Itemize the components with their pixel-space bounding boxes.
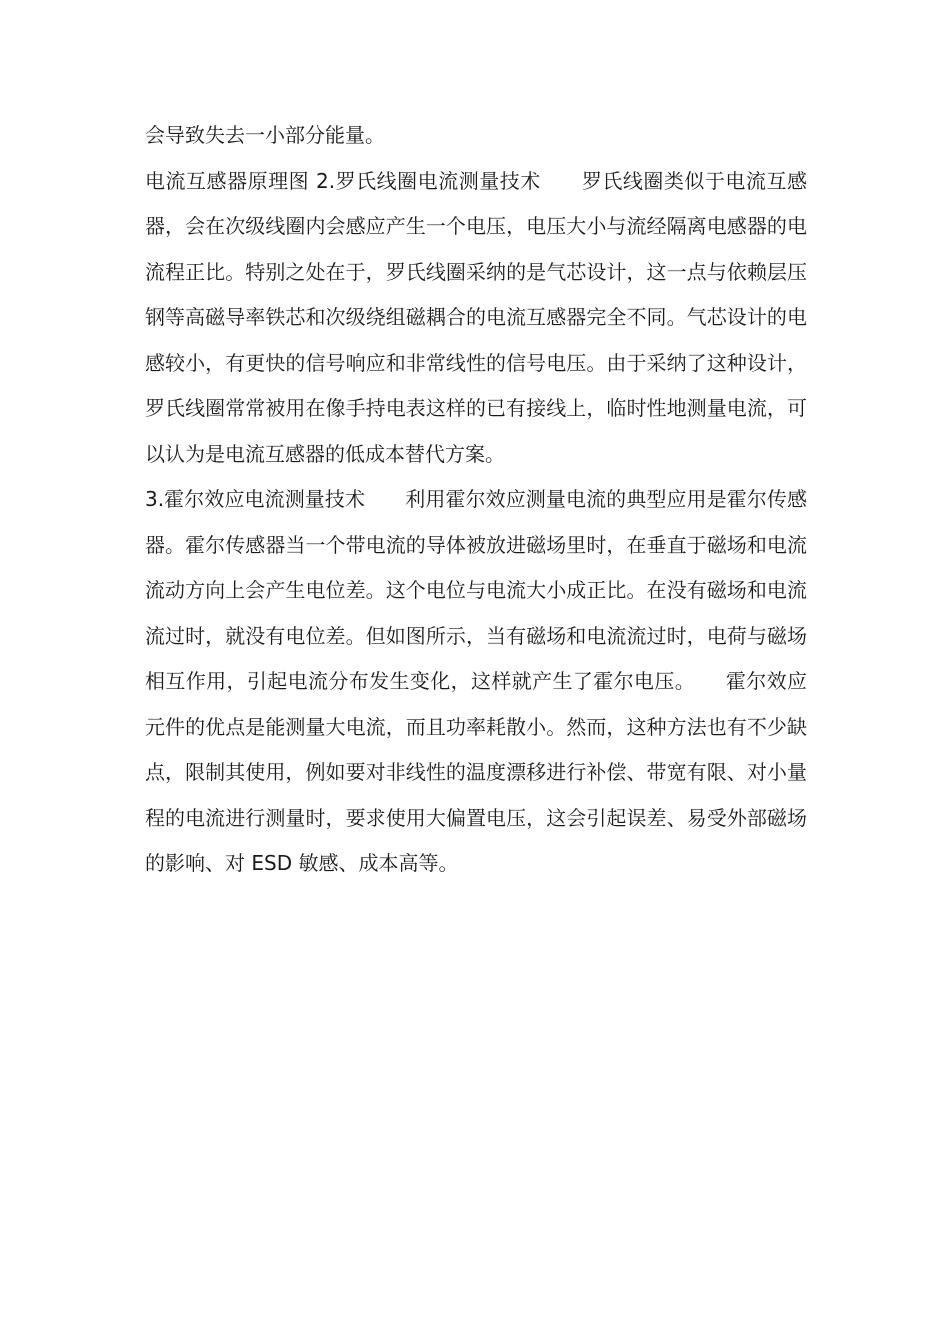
paragraph-energy-loss: 会导致失去一小部分能量。: [145, 123, 385, 147]
paragraph-hall-effect: 3.霍尔效应电流测量技术 利用霍尔效应测量电流的典型应用是霍尔传感器。霍尔传感器当一个带电流的导体被放进磁场里时，在垂直于磁场和电流流动方向上会产生电位差。这个电位与电流大小成正比。在没有磁场和电流流过时，就没有电位差。但如图所示，当有磁场和电流流过时，电荷与磁场相互作用，引起电流分布发生变化，这样就产生了霍尔电压。 霍尔效应元件的优点是能测量大电流，而且功率耗散小。然而，这种方法也有不少缺点，限制其使用，例如要对非线性的温度漂移进行补偿、带宽有限、对小量程的电流进行测量时，要求使用大偏置电压，这会引起误差、易受外部磁场的影响、对 ESD 敏感、成本高等。: [145, 487, 807, 875]
document-body: [145, 113, 807, 887]
paragraph-rogowski-coil: 电流互感器原理图 2.罗氏线圈电流测量技术 罗氏线圈类似于电流互感器，会在次级线圈内会感应产生一个电压，电压大小与流经隔离电感器的电流程正比。特别之处在于，罗氏线圈采纳的是气芯设计，这一点与依赖层压钢等高磁导率铁芯和次级绕组磁耦合的电流互感器完全不同。气芯设计的电感较小，有更快的信号响应和非常线性的信号电压。由于采纳了这种设计，罗氏线圈常常被用在像手持电表这样的已有接线上，临时性地测量电流，可以认为是电流互感器的低成本替代方案。: [145, 168, 807, 466]
